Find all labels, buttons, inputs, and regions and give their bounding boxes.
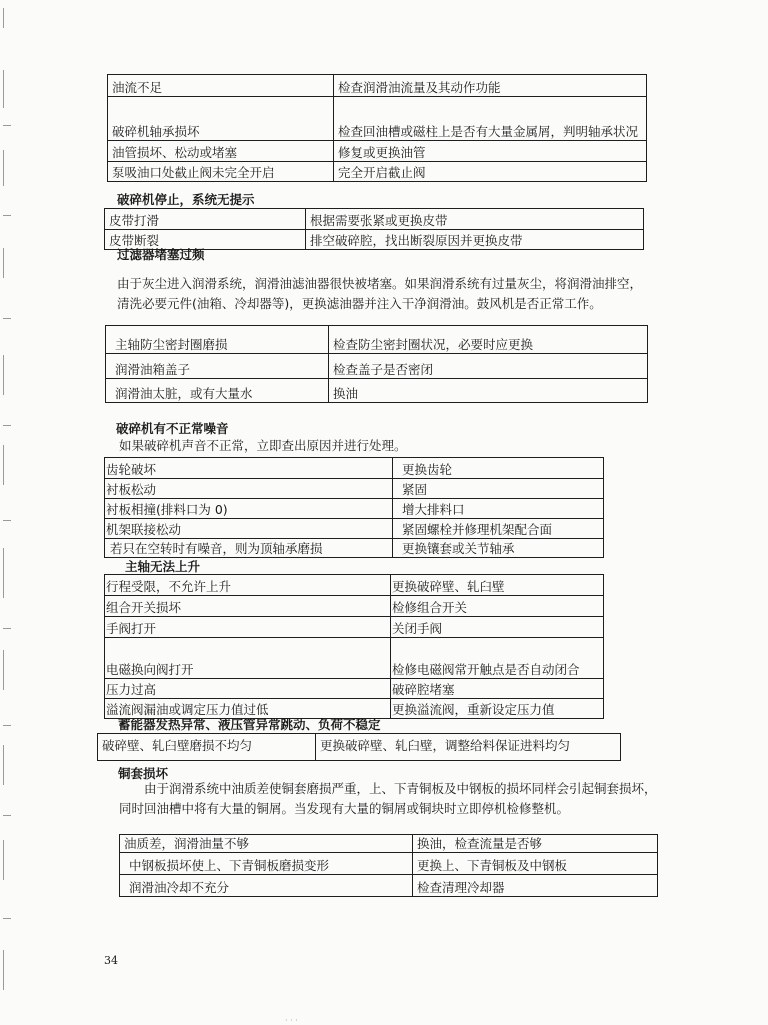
table-row xyxy=(108,75,647,97)
cause-cell: 中钢板损坏使上、下青铜板磨损变形 xyxy=(120,853,413,875)
cause-cell: 润滑油太脏，或有大量水 xyxy=(106,379,329,403)
spindle-table xyxy=(104,574,604,719)
section-heading-noise: 破碎机有不正常噪音 xyxy=(116,421,229,436)
cause-cell: 手阀打开 xyxy=(105,617,391,638)
table-row xyxy=(106,379,648,403)
cause-cell: 皮带打滑 xyxy=(105,209,306,230)
accumulator-table xyxy=(97,733,621,761)
page-number: 34 xyxy=(104,954,118,967)
table-row xyxy=(120,835,658,853)
remedy-cell: 检修电磁阀常开触点是否自动闭合 xyxy=(391,638,604,679)
cause-cell: 衬板松动 xyxy=(105,479,393,499)
remedy-cell: 更换上、下青铜板及中钢板 xyxy=(413,853,658,875)
remedy-cell: 检查清理冷却器 xyxy=(413,875,658,897)
remedy-cell: 更换镶套或关节轴承 xyxy=(393,539,604,558)
table-row xyxy=(108,162,647,182)
bushing-table xyxy=(119,834,658,897)
table-row xyxy=(105,596,604,617)
table-row xyxy=(105,209,644,230)
section-heading-crusher-stop: 破碎机停止，系统无提示 xyxy=(117,192,255,207)
table-row xyxy=(106,326,648,354)
filter-table xyxy=(105,325,648,403)
cause-cell: 机架联接松动 xyxy=(105,519,393,539)
table-row xyxy=(105,539,604,558)
bushing-paragraph: 由于润滑系统中油质差使铜套磨损严重，上、下青铜板及中钢板的损坏同样会引起铜套损坏，同时回油槽中将有大量的铜屑。当发现有大量的铜屑或铜块时立即停机检修整机。 xyxy=(119,781,657,816)
remedy-cell: 检修组合开关 xyxy=(391,596,604,617)
remedy-cell: 更换齿轮 xyxy=(393,458,604,479)
section-heading-filter: 过滤器堵塞过频 xyxy=(117,247,205,262)
table-row xyxy=(105,679,604,699)
table-row xyxy=(105,617,604,638)
remedy-cell: 根据需要张紧或更换皮带 xyxy=(306,209,644,230)
section-heading-bushing: 铜套损坏 xyxy=(118,766,169,781)
table-row xyxy=(105,519,604,539)
table-row xyxy=(120,875,658,897)
noise-paragraph: 如果破碎机声音不正常，立即查出原因并进行处理。 xyxy=(119,438,407,453)
cause-cell: 油流不足 xyxy=(108,75,334,97)
section-heading-accumulator: 蓄能器发热异常、液压管异常跳动、负荷不稳定 xyxy=(118,717,381,732)
cause-cell: 溢流阀漏油或调定压力值过低 xyxy=(105,699,391,719)
cause-cell: 泵吸油口处截止阀未完全开启 xyxy=(108,162,334,182)
scan-speck: · · · xyxy=(285,1016,298,1025)
cause-cell: 齿轮破坏 xyxy=(105,458,393,479)
cause-cell: 行程受限，不允许上升 xyxy=(105,575,391,596)
remedy-cell: 紧固 xyxy=(393,479,604,499)
cause-cell: 油质差，润滑油量不够 xyxy=(120,835,413,853)
crusher-stop-table xyxy=(104,208,644,250)
remedy-cell: 更换破碎壁、轧臼壁，调整给料保证进料均匀 xyxy=(316,734,621,761)
remedy-cell: 检查盖子是否密闭 xyxy=(329,354,648,379)
remedy-cell: 关闭手阀 xyxy=(391,617,604,638)
remedy-cell: 检查防尘密封圈状况，必要时应更换 xyxy=(329,326,648,354)
table-row xyxy=(106,354,648,379)
table-row xyxy=(105,575,604,596)
table-row xyxy=(120,853,658,875)
table-row xyxy=(105,479,604,499)
remedy-cell: 排空破碎腔，找出断裂原因并更换皮带 xyxy=(306,230,644,250)
table-row xyxy=(105,638,604,679)
remedy-cell: 换油 xyxy=(329,379,648,403)
remedy-cell: 完全开启截止阀 xyxy=(334,162,647,182)
table-row xyxy=(108,141,647,162)
table-row xyxy=(105,699,604,719)
cause-cell: 若只在空转时有噪音，则为顶轴承磨损 xyxy=(105,539,393,558)
remedy-cell: 换油，检查流量是否够 xyxy=(413,835,658,853)
noise-table xyxy=(104,457,604,558)
remedy-cell: 破碎腔堵塞 xyxy=(391,679,604,699)
cause-cell: 润滑油冷却不充分 xyxy=(120,875,413,897)
cause-cell: 破碎壁、轧臼壁磨损不均匀 xyxy=(98,734,316,761)
remedy-cell: 修复或更换油管 xyxy=(334,141,647,162)
table-row xyxy=(98,734,621,761)
binding-edge-marks xyxy=(0,0,14,1024)
remedy-cell: 检查润滑油流量及其动作功能 xyxy=(334,75,647,97)
remedy-cell: 增大排料口 xyxy=(393,499,604,519)
cause-cell: 组合开关损坏 xyxy=(105,596,391,617)
cause-cell: 主轴防尘密封圈磨损 xyxy=(106,326,329,354)
remedy-cell: 紧固螺栓并修理机架配合面 xyxy=(393,519,604,539)
section-heading-spindle: 主轴无法上升 xyxy=(125,559,201,574)
filter-paragraph: 由于灰尘进入润滑系统，润滑油滤油器很快被堵塞。如果润滑系统有过量灰尘，将润滑油排空，清洗必要元件(油箱、冷却器等)，更换滤油器并注入干净润滑油。鼓风机是否正常工作。 xyxy=(117,276,643,311)
remedy-cell: 更换破碎壁、轧臼壁 xyxy=(391,575,604,596)
remedy-cell: 更换溢流阀，重新设定压力值 xyxy=(391,699,604,719)
table-row xyxy=(105,499,604,519)
table-row xyxy=(105,458,604,479)
cause-cell: 润滑油箱盖子 xyxy=(106,354,329,379)
cause-cell: 压力过高 xyxy=(105,679,391,699)
cause-cell: 油管损坏、松动或堵塞 xyxy=(108,141,334,162)
cause-cell: 衬板相撞(排料口为 0) xyxy=(105,499,393,519)
cause-cell: 电磁换向阀打开 xyxy=(105,638,391,679)
table-row xyxy=(108,97,647,141)
remedy-cell: 检查回油槽或磁柱上是否有大量金属屑，判明轴承状况 xyxy=(334,97,647,141)
cause-cell: 皮带断裂 xyxy=(105,230,306,250)
cause-cell: 破碎机轴承损坏 xyxy=(108,97,334,141)
oil-issue-table xyxy=(107,74,647,182)
